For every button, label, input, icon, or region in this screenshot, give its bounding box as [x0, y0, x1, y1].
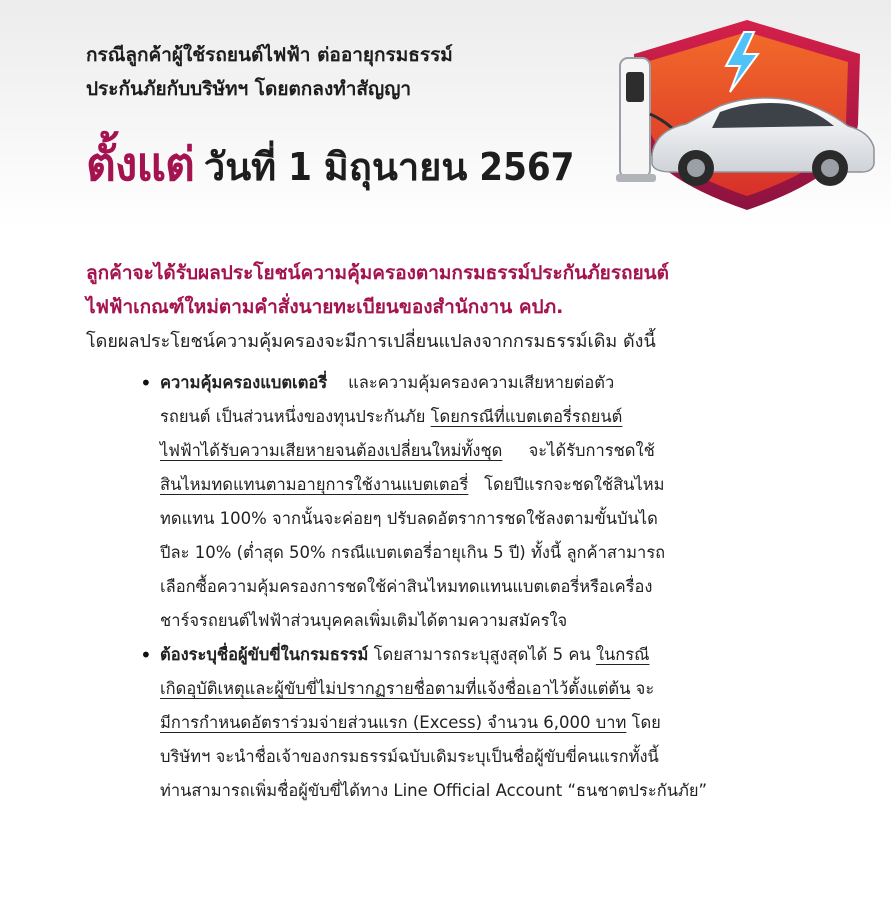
text-span: จะ	[630, 679, 655, 698]
bullet-icon: •	[140, 643, 152, 667]
text-line: ชาร์จรถยนต์ไฟฟ้าส่วนบุคคลเพิ่มเติมได้ตามความสมัครใจ	[160, 611, 568, 630]
text-line: ท่านสามารถเพิ่มชื่อผู้ขับขี่ได้ทาง Line Official Account “ธนชาตประกันภัย”	[160, 781, 708, 800]
effective-date-text: วันที่ 1 มิถุนายน 2567	[203, 145, 575, 189]
text-line	[140, 400, 820, 434]
text-line: เลือกซื้อความคุ้มครองการชดใช้ค่าสินไหมทดแทนแบตเตอรี่หรือเครื่อง	[160, 577, 653, 596]
underlined-text: มีการกำหนดอัตราร่วมจ่ายส่วนแรก (Excess) จำนวน 6,000 บาท	[160, 713, 627, 732]
text-span: รถยนต์ เป็นส่วนหนึ่งของทุนประกันภัย	[160, 407, 431, 426]
underlined-text: โดยกรณีที่แบตเตอรี่รถยนต์	[430, 407, 623, 426]
header-banner	[0, 0, 891, 228]
text-span: โดยปีแรกจะชดใช้สินไหม	[484, 475, 665, 494]
header-line-2: ประกันภัยกับบริษัทฯ โดยตกลงทำสัญญา	[86, 78, 412, 100]
intro-text: โดยผลประโยชน์ความคุ้มครองจะมีการเปลี่ยนแปลงจากกรมธรรม์เดิม ดังนี้	[86, 331, 656, 352]
text-line	[140, 706, 820, 740]
underlined-text: สินไหมทดแทนตามอายุการใช้งานแบตเตอรี่	[160, 475, 469, 494]
text-line	[140, 434, 820, 468]
text-span: จะได้รับการชดใช้	[528, 441, 655, 460]
text-line: ทดแทน 100% จากนั้นจะค่อยๆ ปรับลดอัตราการชดใช้ลงตามขั้นบันได	[160, 509, 658, 528]
text-line	[140, 468, 820, 502]
underlined-text: เกิดอุบัติเหตุและผู้ขับขี่ไม่ปรากฏรายชื่อตามที่แจ้งชื่อเอาไว้ตั้งแต่ต้น	[160, 679, 631, 698]
list-item	[140, 366, 820, 400]
text-line	[140, 672, 820, 706]
effective-date	[86, 128, 574, 201]
bullet-icon: •	[140, 371, 152, 395]
header-line-1: กรณีลูกค้าผู้ใช้รถยนต์ไฟฟ้า ต่ออายุกรมธรรม์	[86, 44, 453, 66]
lead-line-2: ไฟฟ้าเกณฑ์ใหม่ตามคำสั่งนายทะเบียนของสำนักงาน คปภ.	[86, 296, 564, 318]
underlined-text: ในกรณี	[595, 645, 650, 664]
text-line: ปีละ 10% (ต่ำสุด 50% กรณีแบตเตอรี่อายุเกิน 5 ปี) ทั้งนี้ ลูกค้าสามารถ	[160, 543, 666, 562]
text-span: โดยสามารถระบุสูงสุดได้ 5 คน	[368, 645, 596, 664]
text-span: โดย	[626, 713, 661, 732]
text-line: บริษัทฯ จะนำชื่อเจ้าของกรมธรรม์ฉบับเดิมระบุเป็นชื่อผู้ขับขี่คนแรกทั้งนี้	[160, 747, 659, 766]
underlined-text: ไฟฟ้าได้รับความเสียหายจนต้องเปลี่ยนใหม่ทั้งชุด	[160, 441, 503, 460]
benefit-list	[140, 366, 820, 808]
effective-date-accent: ตั้งแต่	[86, 137, 194, 191]
lead-paragraph	[86, 256, 826, 324]
named-driver-heading: ต้องระบุชื่อผู้ขับขี่ในกรมธรรม์	[160, 645, 369, 664]
text-span: และความคุ้มครองความเสียหายต่อตัว	[348, 373, 615, 392]
ev-car-charging-shield-icon	[612, 14, 882, 214]
battery-coverage-heading: ความคุ้มครองแบตเตอรี่	[160, 373, 328, 392]
lead-line-1: ลูกค้าจะได้รับผลประโยชน์ความคุ้มครองตามกรมธรรม์ประกันภัยรถยนต์	[86, 262, 669, 284]
list-item	[140, 638, 820, 672]
